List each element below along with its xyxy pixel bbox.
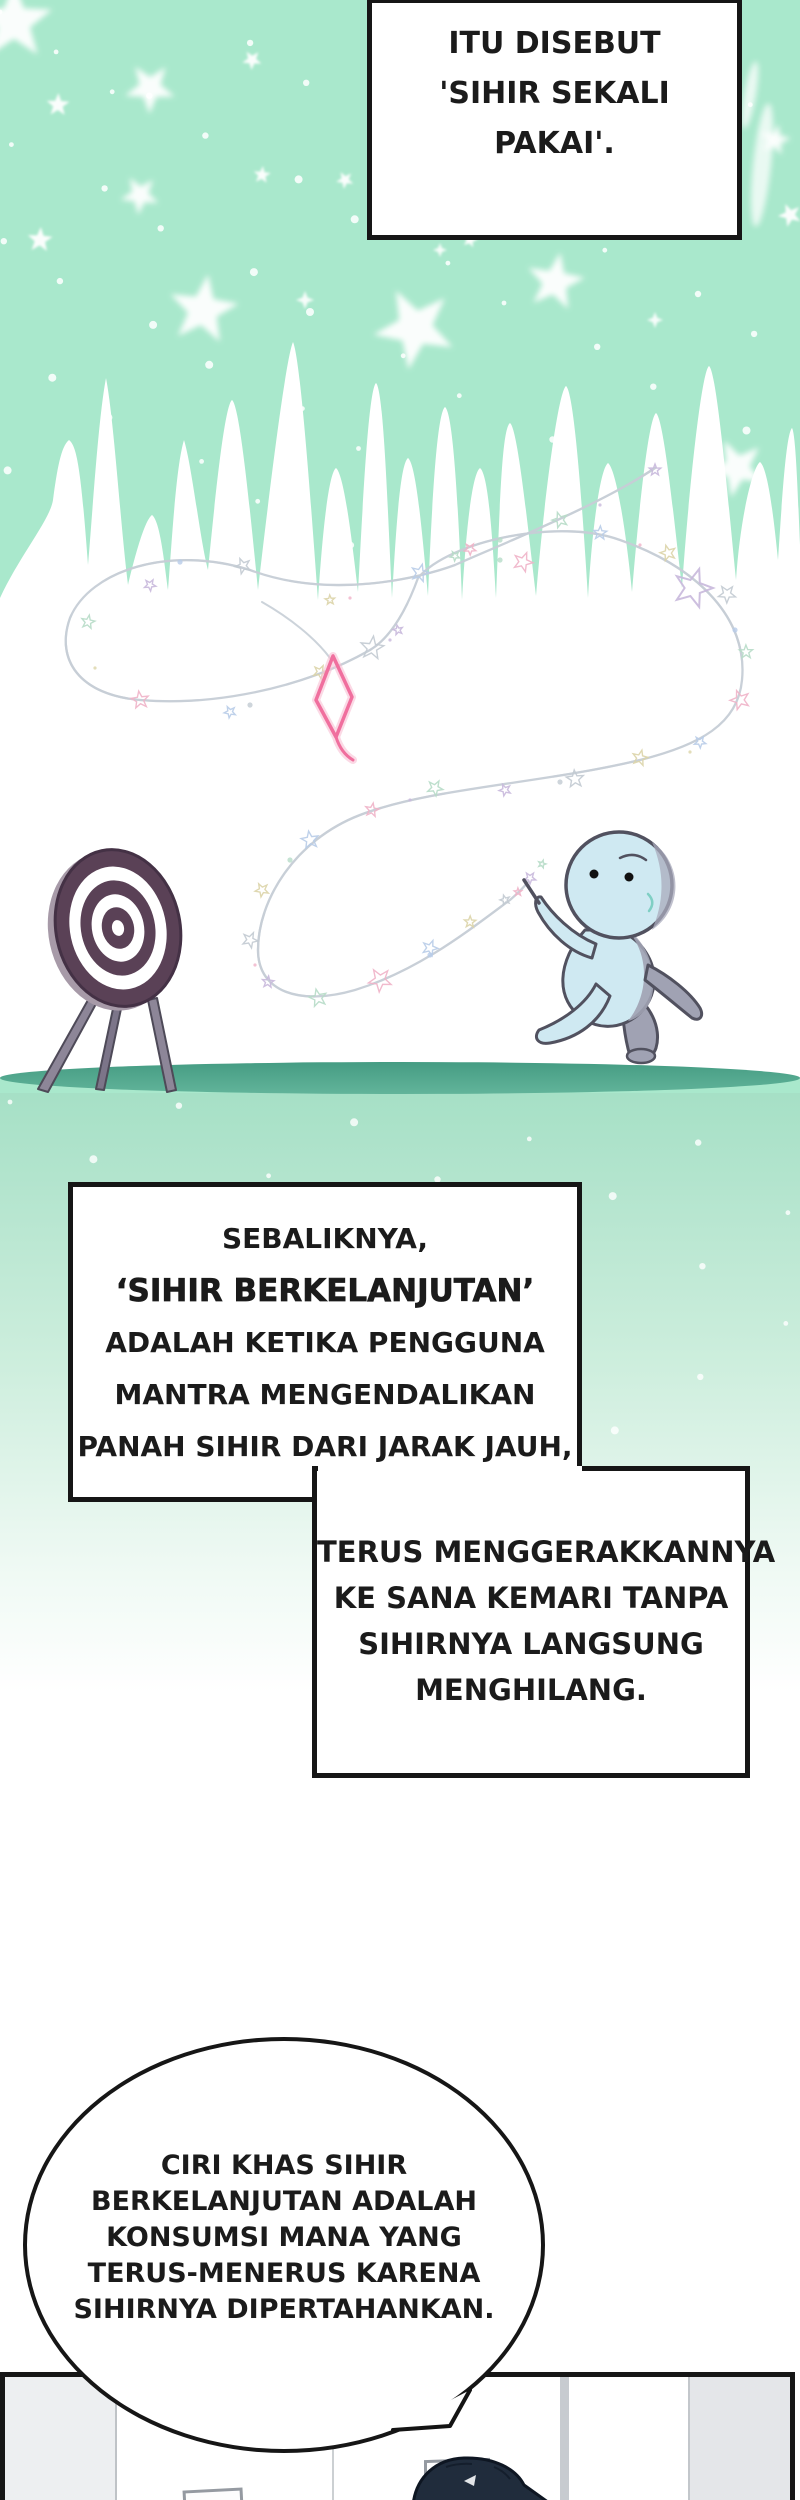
star-icon xyxy=(254,166,271,183)
trail-dot xyxy=(427,952,432,957)
star-icon xyxy=(47,93,70,115)
bg-dot xyxy=(250,268,258,276)
narration-box-2 xyxy=(312,1466,776,1778)
bg-dot xyxy=(350,1118,358,1126)
trail-dot xyxy=(408,798,411,801)
bg-dot xyxy=(594,344,600,350)
bg-dot xyxy=(743,427,751,435)
wall-right xyxy=(688,2377,792,2500)
cloud-wisp xyxy=(738,60,777,227)
bg-dot xyxy=(266,1173,271,1178)
bg-dot xyxy=(146,93,152,99)
bg-dot xyxy=(110,89,115,94)
box2-line: SIHIRNYA LANGSUNG xyxy=(358,1627,704,1661)
star-icon xyxy=(778,204,800,227)
bg-dot xyxy=(158,225,164,231)
bg-dot xyxy=(697,1374,703,1380)
star-icon xyxy=(529,253,585,310)
wall-left xyxy=(5,2377,115,2500)
top_box-line: 'SIHIR SEKALI xyxy=(439,76,670,111)
bg-dot xyxy=(401,353,406,358)
star-icon xyxy=(0,0,52,54)
trail-dot xyxy=(732,627,737,632)
bg-dot xyxy=(502,301,507,306)
ground-ellipse xyxy=(0,1062,800,1094)
bg-dot xyxy=(295,175,303,183)
bg-dot xyxy=(149,321,157,329)
sparkle-icon xyxy=(647,312,663,328)
bg-dot xyxy=(650,384,656,390)
bg-dot xyxy=(199,459,204,464)
top_box-line: PAKAI'. xyxy=(494,126,615,161)
star-icon xyxy=(336,172,353,189)
bg-dot xyxy=(89,1155,97,1163)
bg-dot xyxy=(351,215,359,223)
trail-dot xyxy=(287,857,292,862)
bubble-line: KONSUMSI MANA YANG xyxy=(106,2222,462,2253)
box1-line: MANTRA MENGENDALIKAN xyxy=(114,1378,536,1411)
left-eye xyxy=(590,870,599,879)
bg-dot xyxy=(602,248,607,253)
bg-dot xyxy=(176,1103,182,1109)
trail-dot xyxy=(557,779,562,784)
star-icon xyxy=(171,274,239,341)
bg-dot xyxy=(303,80,309,86)
picture-frame-left xyxy=(183,2487,244,2500)
bg-dot xyxy=(356,446,361,451)
bg-dot xyxy=(1,238,7,244)
bubble-line: TERUS-MENERUS KARENA xyxy=(87,2258,481,2289)
trail-dot xyxy=(497,537,502,542)
box1-line: PANAH SIHIR DARI JARAK JAUH, xyxy=(77,1430,573,1463)
trail-dot xyxy=(177,559,182,564)
bg-dot xyxy=(8,1100,13,1105)
box2-line: MENGHILANG. xyxy=(415,1673,647,1707)
box1-line: ADALAH KETIKA PENGGUNA xyxy=(105,1326,545,1359)
right-eye xyxy=(625,873,634,882)
sparkle-icon xyxy=(433,243,447,257)
bg-dot xyxy=(783,1321,788,1326)
trail-dot xyxy=(253,963,256,966)
trail-dot xyxy=(247,702,252,707)
bubble-line: SIHIRNYA DIPERTAHANKAN. xyxy=(73,2294,495,2325)
bg-dot xyxy=(9,142,14,147)
bg-dot xyxy=(202,132,208,138)
bg-dot xyxy=(205,361,213,369)
box2-line: TERUS MENGGERAKKANNYA xyxy=(317,1535,776,1569)
hooded-figure xyxy=(398,2453,573,2500)
narration-box-1 xyxy=(68,1182,582,1502)
bg-dot xyxy=(247,40,253,46)
trail-dot xyxy=(688,750,691,753)
bg-dot xyxy=(751,331,757,337)
box-seam-patch xyxy=(318,1466,582,1502)
bg-dot xyxy=(54,50,59,55)
bg-dot xyxy=(457,393,462,398)
bg-dot xyxy=(57,278,63,284)
speech-bubble-tail xyxy=(380,2358,490,2438)
star-icon xyxy=(242,52,261,70)
bg-dot xyxy=(611,1426,619,1434)
bg-dot xyxy=(4,466,12,474)
box2-line: KE SANA KEMARI TANPA xyxy=(333,1581,729,1615)
bg-dot xyxy=(527,1137,532,1142)
bg-dot xyxy=(609,1192,617,1200)
box1-line: SEBALIKNYA, xyxy=(221,1222,429,1255)
trail-dot xyxy=(93,666,96,669)
bubble-line: BERKELANJUTAN ADALAH xyxy=(91,2186,477,2217)
trail-dot xyxy=(348,596,351,599)
bg-dot xyxy=(446,261,451,266)
bg-dot xyxy=(699,1263,705,1269)
trail-dot xyxy=(388,638,391,641)
bg-dot xyxy=(695,1139,701,1145)
bg-dot xyxy=(101,185,107,191)
narration-box-top xyxy=(367,0,742,240)
top_box-line: ITU DISEBUT xyxy=(448,26,661,61)
sparkle-icon xyxy=(296,291,314,309)
bg-dot xyxy=(48,374,56,382)
trail-dot xyxy=(638,543,641,546)
trail-dot xyxy=(598,503,601,506)
trail-dot xyxy=(497,557,502,562)
star-icon xyxy=(374,291,453,370)
bg-dot xyxy=(695,291,701,297)
star-icon xyxy=(121,178,159,215)
bubble-line: CIRI KHAS SIHIR xyxy=(160,2150,408,2181)
star-icon xyxy=(125,67,175,114)
star-icon xyxy=(28,227,53,251)
bg-dot xyxy=(306,308,314,316)
back-foot xyxy=(627,1049,655,1063)
bg-dot xyxy=(255,499,260,504)
bg-dot xyxy=(786,1210,791,1215)
box1-line: ‘SIHIR BERKELANJUTAN’ xyxy=(115,1273,535,1309)
